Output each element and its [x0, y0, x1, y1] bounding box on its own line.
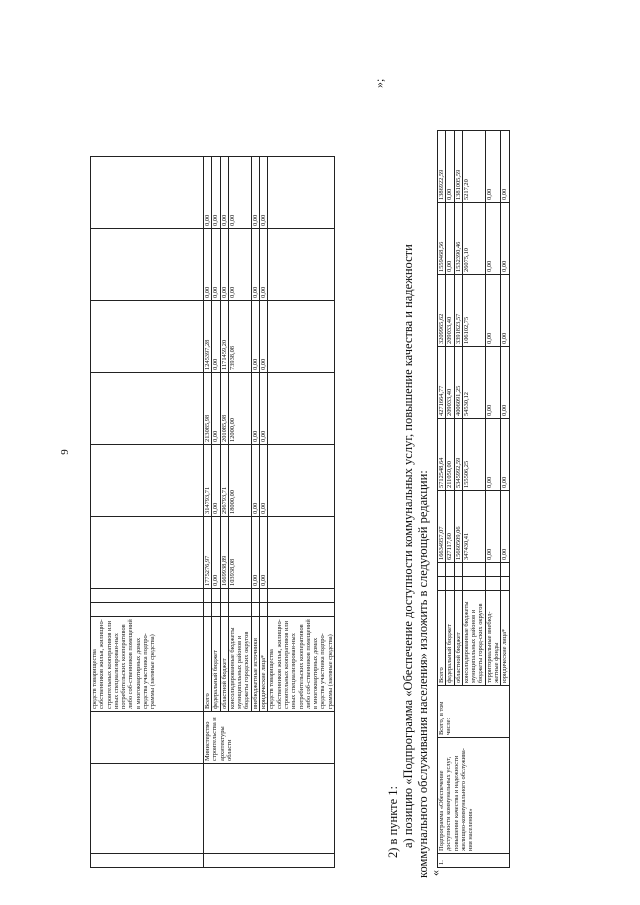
- value-cell: 314793,71: [204, 445, 212, 517]
- empty-cell: [260, 603, 268, 617]
- source-cell: областной бюджет: [454, 591, 462, 686]
- value-cell: 0,00: [501, 491, 509, 563]
- page-number: 9: [58, 449, 71, 455]
- bottom-budget-table: [437, 130, 510, 868]
- empty-cell: [462, 577, 485, 591]
- rotated-content: [90, 78, 550, 878]
- value-cell: 0,00: [204, 229, 212, 301]
- empty-cell: [485, 577, 501, 591]
- empty-cell: [212, 589, 220, 603]
- value-cell: 18000,00: [228, 445, 251, 517]
- value-cell: 1669938,89: [220, 517, 228, 589]
- value-cell: 0,00: [251, 373, 259, 445]
- value-cell: [91, 445, 204, 517]
- value-cell: 1532390,46: [454, 203, 462, 275]
- value-cell: 0,00: [501, 419, 509, 491]
- value-cell: 3209965,62: [438, 275, 446, 347]
- value-cell: 0,00: [251, 445, 259, 517]
- empty-cell: [438, 577, 446, 591]
- value-cell: 1381005,59: [454, 131, 462, 203]
- empty-cell: [462, 563, 485, 577]
- value-cell: [91, 229, 204, 301]
- value-cell: 106102,75: [462, 275, 485, 347]
- value-cell: 0,00: [260, 373, 268, 445]
- empty-cell: [260, 589, 268, 603]
- value-cell: 627117,60: [446, 491, 454, 563]
- value-cell: 0,00: [485, 347, 501, 419]
- number-cell: 1.: [438, 854, 510, 868]
- value-cell: 0,00: [251, 517, 259, 589]
- value-cell: 0,00: [485, 275, 501, 347]
- value-cell: [91, 589, 204, 603]
- executor-cell: Всего, в том числе:: [438, 686, 510, 738]
- value-cell: 211050,00: [446, 419, 454, 491]
- source-cell: юридические лица*: [501, 591, 509, 686]
- value-cell: [91, 517, 204, 589]
- value-cell: 0,00: [212, 373, 220, 445]
- executor-cell: Министерство строительства и архитектуры области: [204, 712, 335, 764]
- source-cell: федеральный бюджет: [212, 617, 220, 712]
- empty-cell: [220, 589, 228, 603]
- paragraph-continuation: коммунального обслуживания населения» изложить в следующей редакции:: [416, 470, 430, 878]
- paragraph-subpoint: а) позицию «Подпрограмма «Обеспечение доступности коммунальных услуг, повышение качества и надежности: [401, 244, 415, 848]
- table-row: [91, 157, 204, 868]
- value-cell: 103938,08: [228, 517, 251, 589]
- value-cell: 0,00: [501, 203, 509, 275]
- value-cell: 0,00: [260, 517, 268, 589]
- empty-cell: [204, 589, 212, 603]
- value-cell: 0,00: [485, 491, 501, 563]
- empty-cell: [251, 589, 259, 603]
- value-cell: 0,00: [212, 445, 220, 517]
- source-cell: юридические лица*: [260, 617, 268, 712]
- name-cell: [91, 764, 204, 854]
- empty-cell: [501, 563, 509, 577]
- value-cell: 73938,08: [228, 301, 251, 373]
- source-cell: консолидированные бюджеты муниципальных районов и бюджеты город-ских округов: [462, 591, 485, 686]
- number-cell: [91, 854, 204, 868]
- value-cell: 201085,98: [220, 373, 228, 445]
- name-cell: Подпрограмма «Обеспечение доступности коммунальных услуг, повышение качества и надежности жилищно-коммунального обслужива-ния населения»: [438, 738, 510, 854]
- source-cell: Всего: [204, 617, 212, 712]
- value-cell: 5712548,64: [438, 419, 446, 491]
- top-budget-table: [90, 156, 335, 868]
- value-cell: 0,00: [228, 157, 251, 229]
- opening-quote: «: [428, 870, 442, 876]
- source-cell: областной бюджет: [220, 617, 228, 712]
- empty-cell: [501, 577, 509, 591]
- value-cell: 0,00: [212, 157, 220, 229]
- value-cell: 0,00: [260, 229, 268, 301]
- value-cell: 0,00: [212, 229, 220, 301]
- value-cell: [91, 301, 204, 373]
- empty-cell: [212, 603, 220, 617]
- value-cell: [268, 157, 335, 229]
- value-cell: 0,00: [485, 419, 501, 491]
- value-cell: 12000,00: [228, 373, 251, 445]
- paragraph-point: 2) в пункте 1:: [386, 786, 400, 858]
- value-cell: 1386922,59: [438, 131, 446, 203]
- table-row: [438, 131, 446, 868]
- value-cell: 0,00: [220, 157, 228, 229]
- empty-cell: [268, 603, 335, 617]
- value-cell: 0,00: [260, 301, 268, 373]
- source-cell: средств товарищества собственников жилья, жилищно-строительных кооперативов или иных специализирован-ных потребительских кооперативов либо соб-ственников помещений в многоквартирных домах средства участника подпро-граммы (заемные средства): [91, 617, 204, 712]
- value-cell: 1775276,97: [204, 517, 212, 589]
- value-cell: 16634957,07: [438, 491, 446, 563]
- value-cell: 0,00: [485, 203, 501, 275]
- value-cell: 0,00: [446, 203, 454, 275]
- value-cell: 1245397,28: [204, 301, 212, 373]
- value-cell: 0,00: [501, 275, 509, 347]
- value-cell: 0,00: [501, 131, 509, 203]
- source-cell: консолидированные бюджеты муниципальных районов и бюджеты городских округов: [228, 617, 251, 712]
- source-cell: внебюджетные источники: [251, 617, 259, 712]
- value-cell: 3391823,57: [454, 275, 462, 347]
- empty-cell: [220, 603, 228, 617]
- value-cell: 0,00: [228, 229, 251, 301]
- value-cell: 347430,41: [462, 491, 485, 563]
- empty-cell: [251, 603, 259, 617]
- source-cell: федеральный бюджет: [446, 591, 454, 686]
- number-cell: [204, 854, 335, 868]
- empty-cell: [228, 589, 251, 603]
- value-cell: [268, 301, 335, 373]
- source-cell: средств товарищества собственников жилья, жилищно-строительных кооперативов или иных специализирован-ных потребительских кооперативов либо соб-ственников помещений в многоквартирных домах средства участника подпро-граммы (заемные средства): [268, 617, 335, 712]
- value-cell: 5345992,59: [454, 419, 462, 491]
- value-cell: 0,00: [260, 157, 268, 229]
- source-cell: территориальные внебюд-жетные фонды: [485, 591, 501, 686]
- empty-cell: [204, 603, 212, 617]
- value-cell: 15660509,06: [454, 491, 462, 563]
- value-cell: 0,00: [446, 131, 454, 203]
- value-cell: 213085,98: [204, 373, 212, 445]
- empty-cell: [485, 563, 501, 577]
- value-cell: 1171459,20: [220, 301, 228, 373]
- value-cell: 209033,40: [446, 275, 454, 347]
- executor-cell: [91, 712, 204, 764]
- value-cell: [91, 373, 204, 445]
- value-cell: 0,00: [220, 229, 228, 301]
- value-cell: 0,00: [485, 131, 501, 203]
- value-cell: [268, 445, 335, 517]
- value-cell: 4006091,25: [454, 347, 462, 419]
- empty-cell: [454, 577, 462, 591]
- value-cell: 0,00: [251, 229, 259, 301]
- empty-cell: [228, 603, 251, 617]
- value-cell: 0,00: [251, 301, 259, 373]
- value-cell: 296793,71: [220, 445, 228, 517]
- value-cell: [268, 517, 335, 589]
- table-row: [204, 157, 212, 868]
- value-cell: [91, 603, 204, 617]
- value-cell: 26075,10: [462, 203, 485, 275]
- value-cell: 54530,12: [462, 347, 485, 419]
- value-cell: 1559468,56: [438, 203, 446, 275]
- value-cell: 4271664,77: [438, 347, 446, 419]
- value-cell: 0,00: [212, 517, 220, 589]
- value-cell: [91, 157, 204, 229]
- value-cell: 155506,25: [462, 419, 485, 491]
- empty-cell: [268, 589, 335, 603]
- value-cell: 0,00: [501, 347, 509, 419]
- value-cell: 0,00: [260, 445, 268, 517]
- name-cell: [204, 764, 335, 854]
- closing-quote: »;: [372, 78, 386, 88]
- value-cell: 0,00: [251, 157, 259, 229]
- value-cell: 0,00: [204, 157, 212, 229]
- empty-cell: [454, 563, 462, 577]
- empty-cell: [446, 577, 454, 591]
- value-cell: [268, 229, 335, 301]
- empty-cell: [438, 563, 446, 577]
- empty-cell: [446, 563, 454, 577]
- value-cell: 0,00: [212, 301, 220, 373]
- value-cell: [268, 373, 335, 445]
- value-cell: 209033,40: [446, 347, 454, 419]
- value-cell: 5217,20: [462, 131, 485, 203]
- source-cell: Всего: [438, 591, 446, 686]
